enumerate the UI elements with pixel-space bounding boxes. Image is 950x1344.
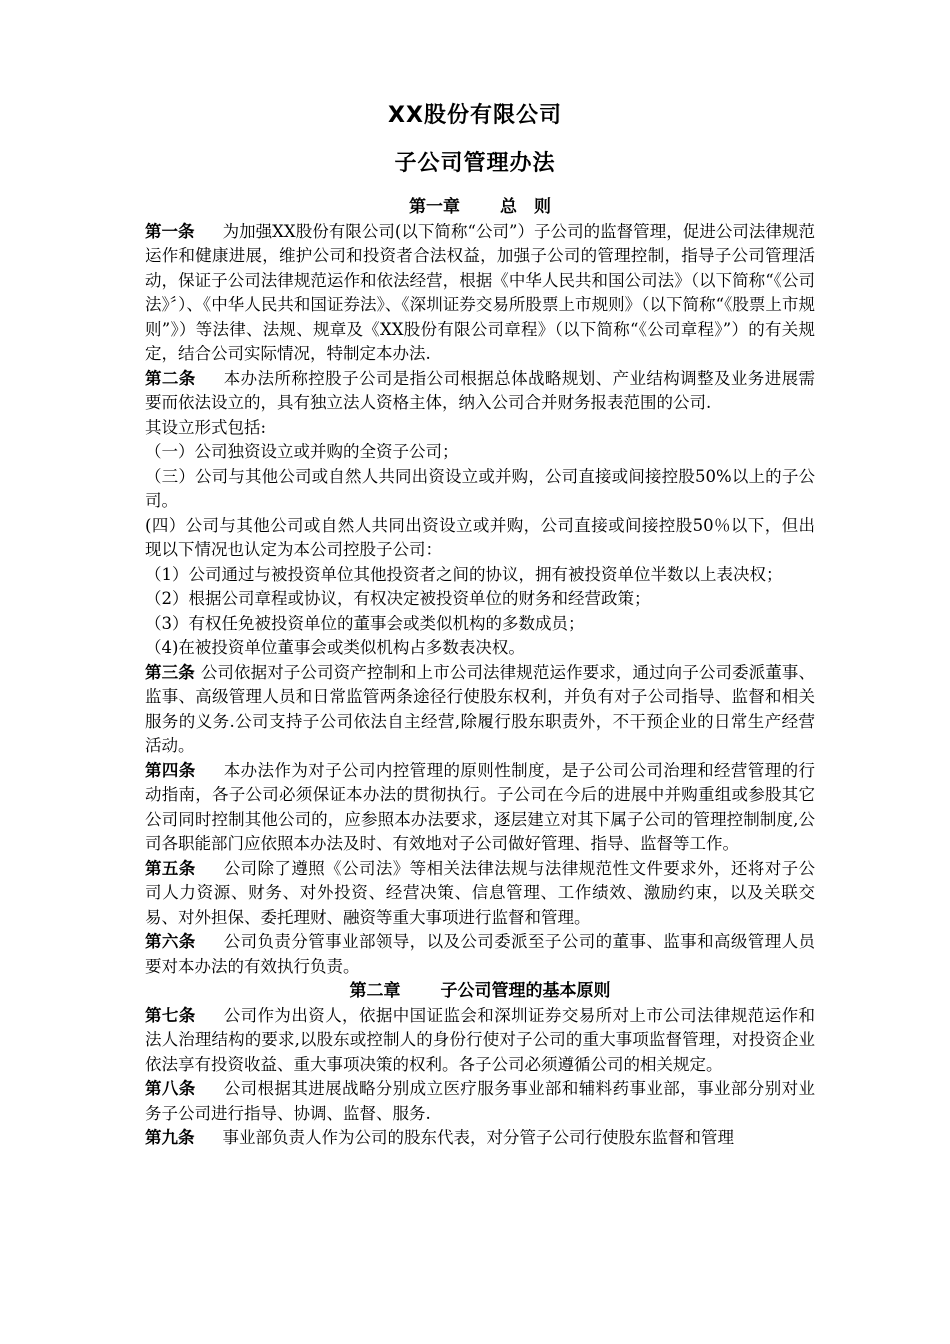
article-text: 公司根据其进展战略分别成立医疗服务事业部和辅料药事业部，事业部分别对业务子公司进行指导、协调、监督、服务. [145,1079,816,1123]
list-item: （3）有权任免被投资单位的董事会或类似机构的多数成员； [145,613,585,633]
chapter-name: 子公司管理的基本原则 [440,981,611,1001]
article-3 [145,661,815,759]
list-item: （4)在被投资单位董事会或类似机构占多数表决权。 [145,638,525,657]
list-item: （2）根据公司章程或协议，有权决定被投资单位的财务和经营政策； [145,589,651,608]
list-item: （1）公司通过与被投资单位其他投资者之间的协议，拥有被投资单位半数以上表决权； [145,564,783,584]
chapter-name: 总 则 [500,197,551,217]
article-label: 第八条 [145,1079,196,1098]
chapter-heading-1 [145,195,815,220]
article-6 [145,930,815,979]
chapter-number: 第一章 [409,197,460,217]
document-subtitle: 子公司管理办法 [394,151,556,176]
article-text: 事业部负责人作为公司的股东代表，对分管子公司行使股东监督和管理 [222,1128,734,1147]
article-2 [145,367,815,416]
forms-intro: 其设立形式包括: [145,417,267,437]
article-4 [145,759,815,857]
document-body [145,195,815,1151]
article-text: 本办法所称控股子公司是指公司根据总体战略规划、产业结构调整及业务进展需要而依法设立的，具有独立法人资格主体，纳入公司合并财务报表范围的公司. [145,368,816,412]
article-1 [145,220,815,367]
list-item: （三）公司与其他公司或自然人共同出资设立或并购，公司直接或间接控股50%以上的子公司。 [145,466,815,510]
article-text: 为加强XX股份有限公司(以下简称“公司”）子公司的监督管理，促进公司法律规范运作和健康进展，维护公司和投资者合法权益，加强子公司的管理控制，指导子公司管理活动，保证子公司法律规范运作和依法经营，根据《中华人民共和国公司法》（以下简称“《公司法》〞）、《中华人民共和国证券法》、《深圳证券交易所股票上市规则》（以下简称“《股票上市规则”》）等法律、法规、规章及《XX股份有限公司章程》（以下简称“《公司章程》”）的有关规定，结合公司实际情况，特制定本办法. [145,221,815,363]
article-label: 第五条 [145,858,196,878]
article-text: 公司作为出资人，依据中国证监会和深圳证券交易所对上市公司法律规范运作和法人治理结构的要求,以股东或控制人的身份行使对子公司的重大事项监督管理，对投资企业依法享有投资收益、重大事项决策的权利。各子公司必须遵循公司的相关规定。 [145,1005,816,1074]
chapter-heading-2 [145,979,815,1004]
article-label: 第一条 [145,221,195,241]
article-label: 第四条 [145,760,196,780]
article-text: 本办法作为对子公司内控管理的原则性制度，是子公司公司治理和经营管理的行动指南，各子公司必须保证本办法的贯彻执行。子公司在今后的进展中并购重组或参股其它公司同时控制其他公司的，应参照本办法要求，逐层建立对其下属子公司的管理控制制度,公司各职能部门应依照本办法及时、有效地对子公司做好管理、指导、监督等工作。 [145,760,816,853]
article-9 [145,1126,815,1151]
chapter-number: 第二章 [349,981,401,1001]
list-item: （一）公司独资设立或并购的全资子公司； [145,442,459,461]
article-text: 公司除了遵照《公司法》等相关法律法规与法律规范性文件要求外，还将对子公司人力资源、财务、对外投资、经营决策、信息管理、工作绩效、激励约束，以及关联交易、对外担保、委托理财、融资等重大事项进行监督和管理。 [145,858,816,927]
article-label: 第九条 [145,1128,195,1147]
article-text: 公司依据对子公司资产控制和上市公司法律规范运作要求，通过向子公司委派董事、监事、高级管理人员和日常监管两条途径行使股东权利，并负有对子公司指导、监督和相关服务的义务.公司支持子公司依法自主经营,除履行股东职责外，不干预企业的日常生产经营活动。 [145,662,816,755]
article-5 [145,857,815,931]
list-item: (四）公司与其他公司或自然人共同出资设立或并购，公司直接或间接控股50％以下，但出现以下情况也认定为本公司控股子公司： [145,515,815,559]
article-8 [145,1077,815,1126]
article-label: 第三条 [145,662,195,682]
article-label: 第二条 [145,368,196,388]
document-title: XX股份有限公司 [388,103,562,128]
article-text: 公司负责分管事业部领导，以及公司委派至子公司的董事、监事和高级管理人员要对本办法的有效执行负责。 [145,932,816,976]
article-label: 第七条 [145,1005,196,1025]
article-7 [145,1004,815,1078]
article-label: 第六条 [145,932,196,951]
